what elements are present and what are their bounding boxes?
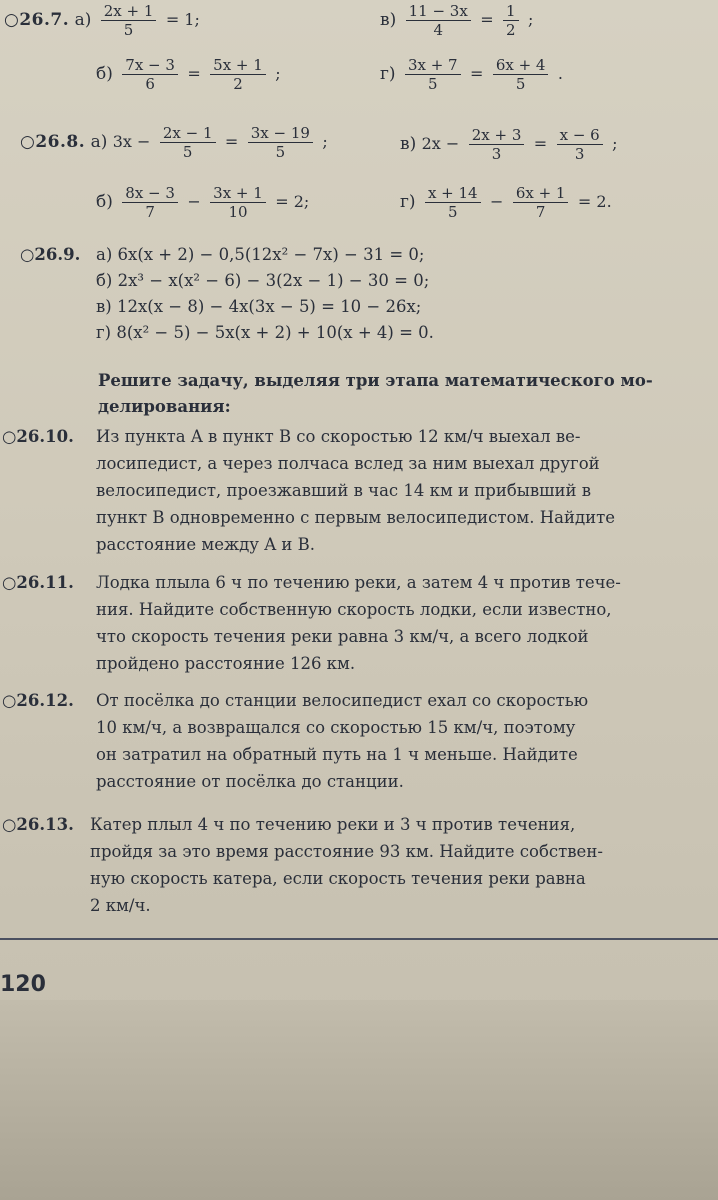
exercise-26-7-row-1 bbox=[4, 2, 200, 39]
numerator: 1 bbox=[503, 2, 519, 21]
text-line: ния. Найдите собственную скорость лодки, если известно, bbox=[96, 600, 612, 619]
fraction bbox=[122, 56, 178, 93]
text-line: пройдя за это время расстояние 93 км. Найдите собствен- bbox=[90, 842, 603, 861]
text-line: ную скорость катера, если скорость течения реки равна bbox=[90, 869, 586, 888]
operator: = bbox=[533, 134, 548, 153]
fraction bbox=[557, 126, 603, 163]
instruction-line: делирования: bbox=[98, 397, 231, 416]
exercise-26-7-row-1-right bbox=[380, 2, 533, 39]
denominator: 5 bbox=[275, 143, 286, 161]
text-line: пройдено расстояние 126 км. bbox=[96, 654, 356, 673]
denominator: 2 bbox=[233, 75, 243, 93]
equation-end: ; bbox=[322, 132, 328, 151]
text-line: лосипедист, а через полчаса вслед за ним выехал другой bbox=[96, 454, 600, 473]
equation-end: ; bbox=[527, 10, 534, 29]
text-line: Катер плыл 4 ч по течению реки и 3 ч против течения, bbox=[90, 815, 576, 834]
equation-line: в) 12x(x − 8) − 4x(3x − 5) = 10 − 26x; bbox=[96, 297, 422, 316]
item-label: в) bbox=[400, 134, 417, 154]
numerator: x − 6 bbox=[557, 126, 603, 145]
operator: = bbox=[470, 64, 484, 83]
numerator: x + 14 bbox=[425, 184, 481, 203]
page-number: 120 bbox=[0, 972, 46, 997]
exercise-number: ○26.10. bbox=[2, 427, 74, 446]
text-line: От посёлка до станции велосипедист ехал со скоростью bbox=[96, 691, 589, 710]
page-bottom-shadow bbox=[0, 1000, 718, 1200]
denominator: 5 bbox=[182, 143, 193, 161]
fraction bbox=[210, 56, 266, 93]
numerator: 7x − 3 bbox=[122, 56, 178, 75]
text-line: что скорость течения реки равна 3 км/ч, а всего лодкой bbox=[96, 627, 589, 646]
exercise-number: ○26.9. bbox=[20, 245, 81, 264]
fraction bbox=[122, 184, 178, 221]
text-line: он затратил на обратный путь на 1 ч меньше. Найдите bbox=[96, 745, 578, 764]
denominator: 5 bbox=[123, 21, 134, 39]
denominator: 5 bbox=[448, 203, 458, 221]
numerator: 3x − 19 bbox=[248, 124, 313, 143]
exercise-number: ○26.12. bbox=[2, 691, 74, 710]
fraction bbox=[405, 56, 461, 93]
item-label: а) bbox=[74, 10, 92, 30]
numerator: 6x + 1 bbox=[513, 184, 569, 203]
item-label: в) bbox=[380, 10, 397, 30]
exercise-26-7-row-2 bbox=[96, 56, 281, 93]
exercise-26-8-row-2-right bbox=[400, 184, 612, 221]
numerator: 2x + 3 bbox=[469, 126, 525, 145]
fraction bbox=[406, 2, 471, 39]
text-line: 2 км/ч. bbox=[90, 896, 151, 915]
text-line: расстояние между A и B. bbox=[96, 535, 316, 554]
fraction bbox=[160, 124, 216, 161]
equation-end: . bbox=[557, 64, 563, 83]
numerator: 3x + 7 bbox=[405, 56, 461, 75]
denominator: 7 bbox=[535, 203, 546, 221]
fraction bbox=[503, 2, 519, 39]
fraction bbox=[493, 56, 549, 93]
equation-end: ; bbox=[612, 134, 618, 153]
text-line: 10 км/ч, а возвращался со скоростью 15 км/ч, поэтому bbox=[96, 718, 576, 737]
denominator: 2 bbox=[506, 21, 516, 39]
exercise-number: ○26.7. bbox=[4, 10, 70, 30]
item-label: б) bbox=[96, 192, 113, 212]
operator: − bbox=[187, 192, 201, 211]
numerator: 2x − 1 bbox=[160, 124, 216, 143]
fraction bbox=[469, 126, 525, 163]
numerator: 11 − 3x bbox=[406, 2, 471, 21]
numerator: 6x + 4 bbox=[493, 56, 549, 75]
equation-prefix: 2x − bbox=[421, 134, 460, 153]
text-line: Лодка плыла 6 ч по течению реки, а затем 4 ч против тече- bbox=[96, 573, 621, 592]
equation-end: = 2; bbox=[275, 192, 310, 211]
operator: = bbox=[480, 10, 494, 29]
equation-end: = 2. bbox=[577, 192, 612, 211]
fraction bbox=[101, 2, 157, 39]
exercise-26-8-row-2 bbox=[96, 184, 309, 221]
exercise-26-8-row-1 bbox=[20, 124, 328, 161]
equation-line: а) 6x(x + 2) − 0,5(12x² − 7x) − 31 = 0; bbox=[96, 245, 425, 264]
denominator: 3 bbox=[491, 145, 502, 163]
fraction bbox=[210, 184, 266, 221]
item-label: а) bbox=[90, 132, 108, 152]
equation-prefix: 3x − bbox=[112, 132, 151, 151]
equation-rest: = 1; bbox=[165, 10, 200, 29]
denominator: 6 bbox=[145, 75, 155, 93]
denominator: 10 bbox=[228, 203, 248, 221]
equation-end: ; bbox=[275, 64, 281, 83]
item-label: г) bbox=[400, 192, 416, 212]
operator: = bbox=[187, 64, 201, 83]
operator: − bbox=[490, 192, 504, 211]
numerator: 5x + 1 bbox=[210, 56, 266, 75]
equation-line: г) 8(x² − 5) − 5x(x + 2) + 10(x + 4) = 0. bbox=[96, 323, 434, 342]
item-label: б) bbox=[96, 64, 113, 84]
exercise-26-7-row-2-right bbox=[380, 56, 563, 93]
footer-divider bbox=[0, 938, 718, 940]
fraction bbox=[513, 184, 569, 221]
denominator: 4 bbox=[433, 21, 443, 39]
text-line: велосипедист, проезжавший в час 14 км и прибывший в bbox=[96, 481, 592, 500]
text-line: пункт B одновременно с первым велосипедистом. Найдите bbox=[96, 508, 616, 527]
exercise-number: ○26.13. bbox=[2, 815, 74, 834]
numerator: 8x − 3 bbox=[122, 184, 178, 203]
numerator: 3x + 1 bbox=[210, 184, 266, 203]
denominator: 7 bbox=[145, 203, 155, 221]
equation-line: б) 2x³ − x(x² − 6) − 3(2x − 1) − 30 = 0; bbox=[96, 271, 430, 290]
denominator: 3 bbox=[574, 145, 585, 163]
fraction bbox=[425, 184, 481, 221]
exercise-26-8-row-1-right bbox=[400, 126, 618, 163]
denominator: 5 bbox=[428, 75, 438, 93]
instruction-line: Решите задачу, выделяя три этапа математического мо- bbox=[98, 371, 653, 390]
text-line: Из пункта A в пункт B со скоростью 12 км/ч выехал ве- bbox=[96, 427, 581, 446]
text-line: расстояние от посёлка до станции. bbox=[96, 772, 404, 791]
exercise-number: ○26.11. bbox=[2, 573, 74, 592]
item-label: г) bbox=[380, 64, 396, 84]
fraction bbox=[248, 124, 313, 161]
numerator: 2x + 1 bbox=[101, 2, 157, 21]
operator: = bbox=[224, 132, 239, 151]
exercise-number: ○26.8. bbox=[20, 132, 86, 152]
denominator: 5 bbox=[515, 75, 526, 93]
